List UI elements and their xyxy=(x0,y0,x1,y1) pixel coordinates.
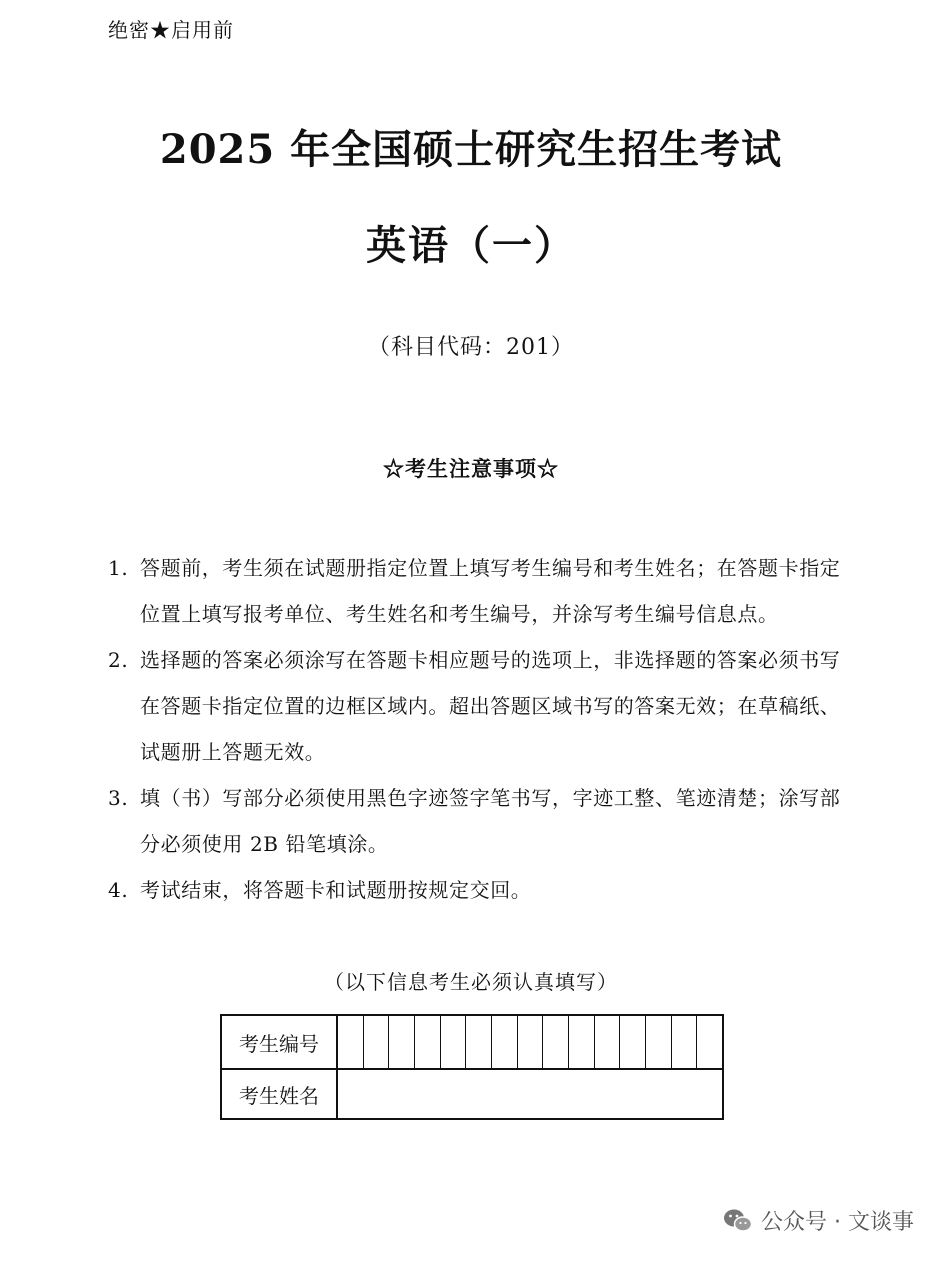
notice-number: 4. xyxy=(108,878,129,902)
candidate-id-cell[interactable] xyxy=(466,1016,492,1068)
exam-title: 2025 年全国硕士研究生招生考试 xyxy=(159,126,783,173)
notice-item xyxy=(108,637,848,775)
secret-label: 绝密★启用前 xyxy=(108,18,234,42)
candidate-id-cell[interactable] xyxy=(415,1016,441,1068)
candidate-id-cell[interactable] xyxy=(595,1016,621,1068)
notice-title: ☆考生注意事项☆ xyxy=(383,456,559,481)
candidate-id-cell[interactable] xyxy=(364,1016,390,1068)
watermark-text: 公众号 · 文谈事 xyxy=(761,1210,914,1235)
candidate-id-cell[interactable] xyxy=(697,1016,722,1068)
candidate-name-label: 考生姓名 xyxy=(222,1070,338,1118)
notice-number: 3. xyxy=(108,786,129,810)
notice-text: 选择题的答案必须涂写在答题卡相应题号的选项上，非选择题的答案必须书写在答题卡指定位置的边框区域内。超出答题区域书写的答案无效；在草稿纸、试题册上答题无效。 xyxy=(140,648,841,764)
candidate-info-table xyxy=(220,1014,724,1120)
candidate-id-row xyxy=(222,1016,722,1070)
candidate-id-cell[interactable] xyxy=(518,1016,544,1068)
wechat-icon xyxy=(723,1208,753,1234)
watermark xyxy=(723,1205,914,1236)
exam-subject: 英语（一） xyxy=(366,222,576,269)
notice-item xyxy=(108,867,848,913)
notice-number: 1. xyxy=(108,556,129,580)
fill-hint: （以下信息考生必须认真填写） xyxy=(324,970,618,994)
candidate-name-row xyxy=(222,1070,722,1118)
candidate-name-field[interactable] xyxy=(338,1070,722,1118)
notice-text: 填（书）写部分必须使用黑色字迹签字笔书写，字迹工整、笔迹清楚；涂写部分必须使用 2B 铅笔填涂。 xyxy=(140,786,841,856)
notice-item xyxy=(108,775,848,867)
notice-number: 2. xyxy=(108,648,129,672)
notice-text: 考试结束，将答题卡和试题册按规定交回。 xyxy=(140,878,532,902)
notice-item xyxy=(108,545,848,637)
candidate-id-cell[interactable] xyxy=(338,1016,364,1068)
candidate-id-cell[interactable] xyxy=(441,1016,467,1068)
candidate-id-cell[interactable] xyxy=(646,1016,672,1068)
notice-list xyxy=(108,545,848,913)
notice-text: 答题前，考生须在试题册指定位置上填写考生编号和考生姓名；在答题卡指定位置上填写报考单位、考生姓名和考生编号，并涂写考生编号信息点。 xyxy=(140,556,841,626)
subject-code: （科目代码：201） xyxy=(368,335,574,360)
candidate-id-cell[interactable] xyxy=(672,1016,698,1068)
candidate-id-cell[interactable] xyxy=(569,1016,595,1068)
candidate-id-cell[interactable] xyxy=(543,1016,569,1068)
candidate-id-cell[interactable] xyxy=(620,1016,646,1068)
candidate-id-cell[interactable] xyxy=(492,1016,518,1068)
candidate-id-cell[interactable] xyxy=(389,1016,415,1068)
candidate-id-label: 考生编号 xyxy=(222,1016,338,1068)
candidate-id-cells xyxy=(338,1016,722,1068)
